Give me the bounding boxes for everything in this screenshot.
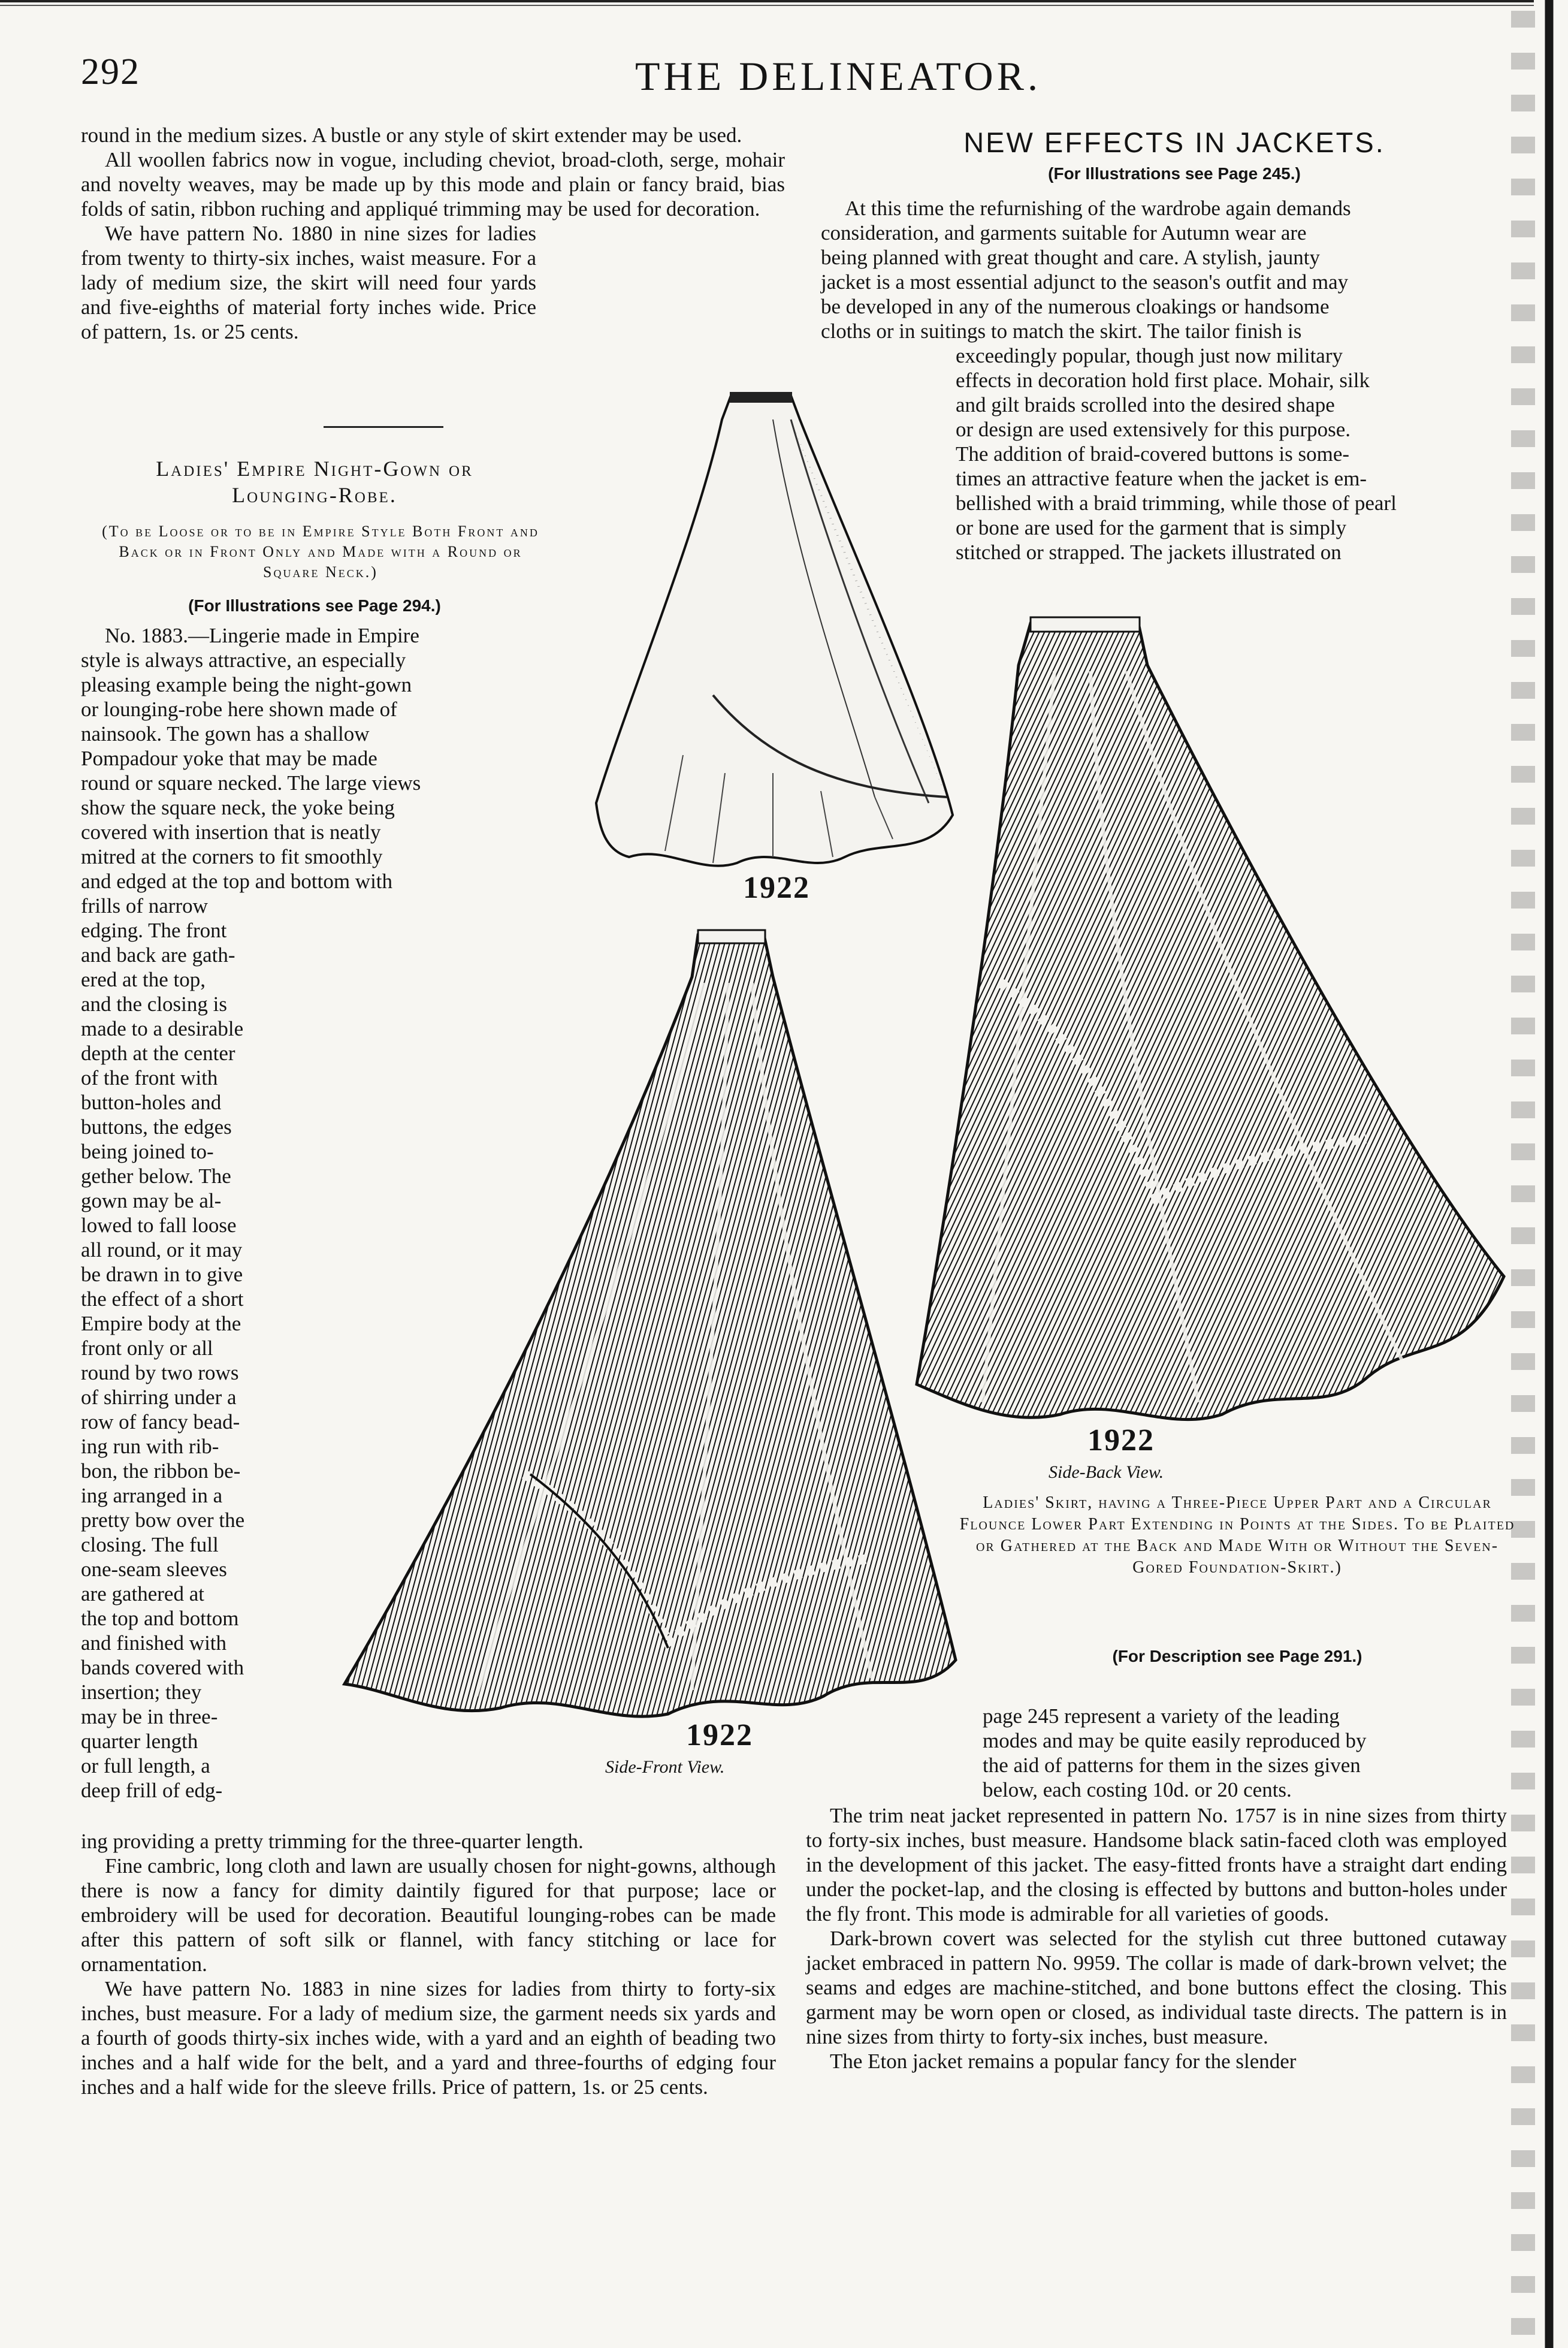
jackets-reference: (For Illustrations see Page 245.) [1048,164,1301,183]
text-line: bands covered with [81,1656,244,1679]
text-line: covered with insertion that is neatly [81,820,381,844]
text-line: the aid of patterns for them in the sizes given [983,1754,1361,1777]
section-title-line2: Lounging-Robe. [232,483,397,507]
figure-number-front: 1922 [686,1718,753,1752]
text-line: stitched or strapped. The jackets illustrated on [956,541,1342,564]
text-line: consideration, and garments suitable for Autumn wear are [821,221,1307,245]
text-line: lowed to fall loose [81,1214,237,1237]
narrow-description [81,894,315,1803]
text-line: may be in three- [81,1705,218,1728]
text-line: closing. The full [81,1533,219,1556]
text-line: page 245 represent a variety of the leading [983,1704,1340,1728]
continuation-line: ing providing a pretty trimming for the three-quarter length. [81,1830,584,1853]
section-subtitle: (To be Loose or to be in Empire Style Both Front and Back or in Front Only and Made with a Round or Square Neck.) [102,523,539,581]
text-line: times an attractive feature when the jacket is em- [956,467,1367,490]
text-line: exceedingly popular, though just now military [956,344,1343,367]
text-line: insertion; they [81,1680,202,1704]
jackets-continued [983,1704,1507,1802]
text-line: or design are used extensively for this purpose. [956,418,1351,441]
text-line: nainsook. The gown has a shallow [81,722,370,746]
text-line: show the square neck, the yoke being [81,796,395,819]
figure-caption-reference: (For Description see Page 291.) [1112,1647,1362,1665]
skirt-side-front-illustration [333,923,962,1726]
text-line: being joined to- [81,1140,214,1163]
text-line: cloths or in suitings to match the skirt. The tailor finish is [821,319,1302,343]
jackets-title: NEW EFFECTS IN JACKETS. [963,126,1385,158]
text-line: No. 1883.—Lingerie made in Empire [105,624,419,647]
text-line: front only or all [81,1336,213,1360]
eton-paragraph: The Eton jacket remains a popular fancy for the slender [830,2050,1297,2073]
text-line: The addition of braid-covered buttons is some- [956,442,1350,466]
text-line: button-holes and [81,1091,222,1114]
left-column-bottom [81,1829,776,2099]
text-line: quarter length [81,1730,198,1753]
text-line: Empire body at the [81,1312,241,1335]
text-line: pleasing example being the night-gown [81,673,412,696]
text-line: and edged at the top and bottom with [81,870,393,893]
text-line: and gilt braids scrolled into the desired shape [956,393,1335,417]
text-line: the top and bottom [81,1607,239,1630]
section-reference: (For Illustrations see Page 294.) [188,596,441,615]
text-line: and the closing is [81,992,227,1016]
binding-gutter [1535,0,1568,2348]
section-title-line1: Ladies' Empire Night-Gown or [156,457,473,481]
text-line: and finished with [81,1631,227,1655]
top-border-rule [0,0,1534,8]
text-line: row of fancy bead- [81,1410,240,1433]
text-line: are gathered at [81,1582,204,1605]
text-line: pretty bow over the [81,1508,245,1532]
text-line: and back are gath- [81,943,235,967]
text-line: round or square necked. The large views [81,771,421,795]
pattern-9959-paragraph: Dark-brown covert was selected for the stylish cut three buttoned cutaway jacket embraced in pattern No. 9959. The collar is made of dark-brown velvet; the seams and edges are machine-stitched, and bone buttons effect the closing. This garment may be worn open or closed, as individual taste directs. The pattern is in nine sizes from thirty to forty-six inches, bust measure. [806,1927,1507,2048]
jackets-lower [806,1803,1507,2074]
skirt-small-illustration [593,384,959,875]
text-line: be drawn in to give [81,1263,243,1286]
figure-number-small: 1922 [743,871,810,905]
section-divider [324,426,443,428]
text-line: below, each costing 10d. or 20 cents. [983,1778,1292,1801]
figure-caption-title: Ladies' Skirt, having a Three-Piece Upper Part and a Circular Flounce Lower Part Extending in Points at the Sides. To be Plaited or Gathered at the Back and Made With or Without the Seven-Gored Foundation-Skirt.) [959,1493,1515,1577]
text-line: bon, the ribbon be- [81,1459,241,1483]
text-line: style is always attractive, an especially [81,648,406,672]
text-line: mitred at the corners to fit smoothly [81,845,383,868]
text-line: round by two rows [81,1361,239,1384]
text-line: modes and may be quite easily reproduced by [983,1729,1367,1752]
left-column-top [81,123,785,344]
page-number: 292 [81,52,140,92]
skirt-side-back-illustration [911,611,1516,1438]
figure-number-back: 1922 [1087,1423,1155,1457]
text-line: of shirring under a [81,1386,237,1409]
text-line: Pompadour yoke that may be made [81,747,377,770]
pattern-1883-paragraph: We have pattern No. 1883 in nine sizes for ladies from thirty to forty-six inches, bust measure. For a lady of medium size, the garment needs six yards and a fourth of goods thirty-six inches wide, with a yard and an eighth of beading two inches and a half wide for the belt, and a yard and three-fourths of edging four inches and a half wide for the sleeve frills. Price of pattern, 1s. or 25 cents. [81,1977,776,2099]
text-line: edging. The front [81,919,227,942]
jackets-narrow [956,343,1522,565]
text-line: the effect of a short [81,1287,244,1311]
pattern-1880-paragraph: We have pattern No. 1880 in nine sizes for ladies from twenty to thirty-six inches, waist measure. For a lady of medium size, the skirt will need four yards and five-eighths of material forty inches wide. Price of pattern, 1s. or 25 cents. [81,222,536,343]
text-line: or lounging-robe here shown made of [81,698,397,721]
text-line: At this time the refurnishing of the wardrobe again demands [845,197,1351,220]
text-line: ing run with rib- [81,1435,219,1458]
section-heading [81,455,548,508]
fabrics-paragraph: Fine cambric, long cloth and lawn are usually chosen for night-gowns, although there is now a fancy for dimity daintily figured for that purpose; lace or embroidery will be used for decoration. Beautiful lounging-robes can be made after this pattern of soft silk or flannel, with fancy stitching or lace for ornamentation. [81,1854,776,1976]
woollen-paragraph: All woollen fabrics now in vogue, including cheviot, broad-cloth, serge, mohair and novelty weaves, may be made up by this mode and plain or fancy braid, bias folds of satin, ribbon ruching and appliqué trimming may be used for decoration. [81,148,785,221]
text-line: being planned with great thought and care. A stylish, jaunty [821,246,1321,269]
figure-caption-front-view: Side-Front View. [605,1757,725,1777]
text-line: one-seam sleeves [81,1558,227,1581]
pattern-1757-paragraph: The trim neat jacket represented in pattern No. 1757 is in nine sizes from thirty to forty-six inches, bust measure. Handsome black satin-faced cloth was employed in the development of this jacket. The easy-fitted fronts have a straight dart ending under the pocket-lap, and the closing is effected by buttons and button-holes under the fly front. This mode is admirable for all varieties of goods. [806,1804,1507,1926]
text-line: buttons, the edges [81,1115,232,1139]
figure-caption-back-view: Side-Back View. [1049,1462,1164,1482]
text-line: jacket is a most essential adjunct to the season's outfit and may [821,270,1349,294]
text-line: effects in decoration hold first place. Mohair, silk [956,369,1370,392]
text-line: made to a desirable [81,1017,244,1040]
text-line: gether below. The [81,1164,231,1188]
text-line: deep frill of edg- [81,1779,223,1802]
text-line: frills of narrow [81,894,208,918]
text-line: or bone are used for the garment that is simply [956,516,1347,539]
text-line: of the front with [81,1066,218,1090]
text-line: gown may be al- [81,1189,222,1212]
text-line: ing arranged in a [81,1484,223,1507]
text-line: bellished with a braid trimming, while those of pearl [956,491,1397,515]
intro-paragraph: round in the medium sizes. A bustle or any style of skirt extender may be used. [81,123,742,147]
text-line: or full length, a [81,1754,210,1777]
nightgown-description [81,623,542,894]
text-line: ered at the top, [81,968,206,991]
text-line: be developed in any of the numerous cloakings or handsome [821,295,1330,318]
text-line: depth at the center [81,1042,235,1065]
jackets-intro [821,196,1522,343]
journal-title: THE DELINEATOR. [635,53,1041,99]
text-line: all round, or it may [81,1238,243,1261]
